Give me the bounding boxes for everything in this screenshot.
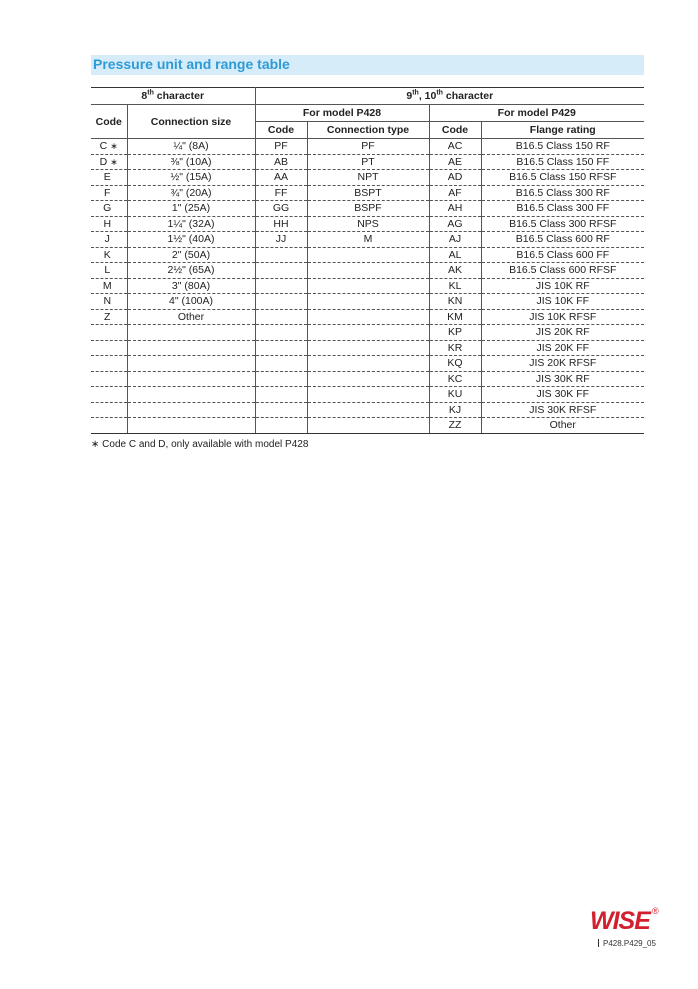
logo-text: WISE <box>590 907 650 934</box>
cell-flange-rating <box>481 371 644 387</box>
cell-p428-code <box>255 263 307 279</box>
cell-connection-type <box>307 170 429 186</box>
cell-p429-code-text: AD <box>447 171 463 184</box>
cell-p429-code-text: KC <box>447 372 463 385</box>
cell-p429-code-text: KJ <box>448 403 462 416</box>
cell-connection-size-text: 1½" (40A) <box>167 233 215 246</box>
cell-connection-type-text: M <box>363 233 373 246</box>
cell-p428-code-text: PF <box>274 140 288 153</box>
cell-connection-size <box>127 294 255 310</box>
cell-connection-size-text: 3" (80A) <box>171 279 211 292</box>
cell-flange-rating-text: JIS 20K RF <box>535 326 590 339</box>
table-row <box>91 247 644 263</box>
cell-connection-type <box>307 232 429 248</box>
cell-code-text: Z <box>104 310 111 323</box>
cell-connection-size <box>127 309 255 325</box>
cell-connection-size <box>127 340 255 356</box>
cell-connection-size <box>127 216 255 232</box>
cell-p429-code-text: AK <box>447 264 462 277</box>
cell-connection-size <box>127 418 255 434</box>
cell-flange-rating-text: JIS 30K RF <box>535 372 590 385</box>
cell-connection-size <box>127 263 255 279</box>
table-row <box>91 201 644 217</box>
cell-connection-type-text: BSPT <box>354 186 382 199</box>
cell-p428-code <box>255 340 307 356</box>
cell-connection-size-text: 2" (50A) <box>171 248 211 261</box>
cell-code <box>91 170 127 186</box>
cell-p428-code <box>255 247 307 263</box>
cell-p429-code <box>429 356 481 372</box>
table-row <box>91 325 644 341</box>
cell-p429-code-text: AJ <box>448 233 462 246</box>
connection-spec-table <box>91 87 644 434</box>
cell-p428-code <box>255 216 307 232</box>
cell-code <box>91 154 127 170</box>
cell-flange-rating-text: JIS 10K RF <box>535 279 590 292</box>
section-title: Pressure unit and range table <box>93 56 290 72</box>
cell-connection-type <box>307 356 429 372</box>
cell-p429-code <box>429 232 481 248</box>
cell-flange-rating <box>481 154 644 170</box>
cell-code <box>91 216 127 232</box>
cell-p428-code <box>255 201 307 217</box>
cell-p428-code <box>255 371 307 387</box>
cell-connection-type-text: BSPF <box>354 202 382 215</box>
cell-connection-size-text: 1" (25A) <box>171 202 211 215</box>
cell-code-text: M <box>102 279 112 292</box>
cell-connection-type <box>307 294 429 310</box>
cell-connection-size <box>127 154 255 170</box>
cell-p428-code <box>255 139 307 155</box>
cell-connection-size <box>127 371 255 387</box>
cell-flange-rating <box>481 247 644 263</box>
table-body <box>91 139 644 434</box>
table-row <box>91 263 644 279</box>
cell-flange-rating <box>481 356 644 372</box>
cell-p428-code <box>255 325 307 341</box>
cell-flange-rating <box>481 139 644 155</box>
cell-connection-size-text: ⅜" (10A) <box>170 155 212 168</box>
header-9th-10th-character: 9th, 10th character <box>255 88 644 105</box>
cell-code-text: H <box>103 217 112 230</box>
table-row <box>91 154 644 170</box>
cell-flange-rating <box>481 263 644 279</box>
cell-p428-code <box>255 232 307 248</box>
cell-flange-rating <box>481 309 644 325</box>
cell-p428-code <box>255 278 307 294</box>
cell-connection-type <box>307 185 429 201</box>
cell-flange-rating-text: B16.5 Class 150 RFSF <box>509 171 617 184</box>
cell-p429-code-text: KM <box>447 310 463 323</box>
section-title-bar <box>91 55 644 75</box>
cell-connection-type <box>307 154 429 170</box>
cell-p429-code <box>429 139 481 155</box>
cell-code <box>91 278 127 294</box>
cell-connection-type <box>307 402 429 418</box>
header-p428-code: Code <box>255 122 307 139</box>
cell-p429-code-text: KL <box>448 279 462 292</box>
cell-code-text: F <box>104 186 111 199</box>
cell-p429-code-text: KU <box>447 388 463 401</box>
table-row <box>91 139 644 155</box>
cell-p429-code <box>429 247 481 263</box>
cell-connection-size <box>127 278 255 294</box>
table-row <box>91 185 644 201</box>
cell-code <box>91 418 127 434</box>
cell-flange-rating-text: Other <box>549 419 576 432</box>
cell-flange-rating <box>481 201 644 217</box>
doc-id-divider <box>598 939 599 947</box>
cell-p428-code-text: GG <box>272 202 290 215</box>
cell-code <box>91 340 127 356</box>
cell-code <box>91 247 127 263</box>
cell-connection-type-text: PT <box>361 155 375 168</box>
cell-p429-code-text: AE <box>447 155 462 168</box>
cell-code-text: C <box>99 140 108 153</box>
cell-p429-code <box>429 216 481 232</box>
cell-p429-code <box>429 387 481 403</box>
footnote-marker: ∗ <box>110 156 118 167</box>
cell-code <box>91 309 127 325</box>
cell-flange-rating-text: B16.5 Class 600 RF <box>515 233 610 246</box>
cell-flange-rating <box>481 387 644 403</box>
footnote: ∗ Code C and D, only available with model P428 <box>91 439 309 450</box>
cell-code <box>91 263 127 279</box>
cell-connection-size-text: 2½" (65A) <box>167 264 215 277</box>
cell-connection-size-text: 1¼" (32A) <box>167 217 215 230</box>
cell-p428-code <box>255 294 307 310</box>
cell-flange-rating <box>481 185 644 201</box>
cell-p429-code-text: KN <box>447 295 463 308</box>
cell-connection-size-text: ¾" (20A) <box>170 186 212 199</box>
table-row <box>91 356 644 372</box>
table-row <box>91 232 644 248</box>
cell-connection-type-text: PF <box>361 140 375 153</box>
table-row <box>91 418 644 434</box>
cell-flange-rating-text: B16.5 Class 300 FF <box>516 202 610 215</box>
cell-flange-rating <box>481 418 644 434</box>
cell-connection-type <box>307 201 429 217</box>
cell-p428-code <box>255 185 307 201</box>
cell-p429-code <box>429 340 481 356</box>
cell-flange-rating-text: B16.5 Class 300 RF <box>515 186 610 199</box>
cell-p428-code-text: JJ <box>275 233 287 246</box>
footnote-marker: ∗ <box>110 141 118 152</box>
cell-p429-code <box>429 201 481 217</box>
cell-connection-size <box>127 170 255 186</box>
header-flange-rating: Flange rating <box>481 122 644 139</box>
cell-connection-size <box>127 185 255 201</box>
cell-p428-code <box>255 154 307 170</box>
cell-p429-code <box>429 371 481 387</box>
cell-p428-code-text: FF <box>274 186 288 199</box>
table-row <box>91 340 644 356</box>
document-id <box>598 939 656 948</box>
cell-flange-rating <box>481 340 644 356</box>
cell-connection-type <box>307 263 429 279</box>
cell-flange-rating-text: JIS 20K RFSF <box>529 357 597 370</box>
cell-code-text: D <box>99 155 108 168</box>
cell-flange-rating-text: B16.5 Class 600 RFSF <box>509 264 617 277</box>
cell-code <box>91 185 127 201</box>
cell-flange-rating-text: JIS 20K FF <box>536 341 590 354</box>
cell-p428-code <box>255 402 307 418</box>
header-model-p428: For model P428 <box>255 105 429 122</box>
cell-connection-size <box>127 201 255 217</box>
table-row <box>91 278 644 294</box>
cell-flange-rating-text: B16.5 Class 600 FF <box>516 248 610 261</box>
cell-p428-code <box>255 418 307 434</box>
table-row <box>91 309 644 325</box>
cell-connection-type <box>307 216 429 232</box>
wise-logo-icon <box>590 904 662 934</box>
cell-code <box>91 387 127 403</box>
logo-registered-mark: ® <box>652 906 659 916</box>
cell-p429-code-text: AF <box>448 186 462 199</box>
cell-p428-code-text: AA <box>273 171 288 184</box>
document-id-text: P428.P429_05 <box>603 939 656 948</box>
cell-code <box>91 325 127 341</box>
cell-p429-code <box>429 278 481 294</box>
cell-p429-code-text: ZZ <box>448 419 462 432</box>
wise-logo <box>590 904 662 934</box>
table-row <box>91 294 644 310</box>
cell-connection-size-text: Other <box>177 310 205 323</box>
cell-connection-size-text: ¼" (8A) <box>173 140 209 153</box>
cell-p429-code-text: AG <box>447 217 463 230</box>
cell-p429-code-text: KP <box>447 326 462 339</box>
cell-p428-code-text: HH <box>273 217 289 230</box>
cell-connection-type <box>307 387 429 403</box>
cell-code <box>91 232 127 248</box>
cell-connection-size <box>127 387 255 403</box>
cell-connection-type <box>307 309 429 325</box>
cell-p428-code <box>255 356 307 372</box>
cell-flange-rating-text: B16.5 Class 150 FF <box>516 155 610 168</box>
cell-code <box>91 201 127 217</box>
cell-flange-rating <box>481 170 644 186</box>
cell-flange-rating-text: B16.5 Class 150 RF <box>515 140 610 153</box>
cell-p429-code <box>429 154 481 170</box>
cell-flange-rating-text: JIS 30K FF <box>536 388 590 401</box>
cell-connection-size <box>127 325 255 341</box>
cell-p429-code <box>429 309 481 325</box>
cell-p429-code <box>429 294 481 310</box>
cell-code-text: J <box>104 233 110 246</box>
cell-p429-code <box>429 325 481 341</box>
cell-code-text: E <box>103 171 111 184</box>
cell-code <box>91 371 127 387</box>
cell-flange-rating <box>481 216 644 232</box>
cell-code <box>91 294 127 310</box>
cell-connection-type <box>307 139 429 155</box>
cell-connection-size <box>127 247 255 263</box>
cell-connection-type <box>307 418 429 434</box>
cell-connection-type-text: NPT <box>357 171 379 184</box>
cell-p429-code <box>429 170 481 186</box>
cell-p429-code-text: KQ <box>447 357 463 370</box>
cell-code-text: G <box>103 202 112 215</box>
cell-connection-type-text: NPS <box>357 217 379 230</box>
cell-flange-rating <box>481 325 644 341</box>
cell-p428-code-text: AB <box>273 155 288 168</box>
cell-p429-code-text: KR <box>447 341 463 354</box>
header-model-p429: For model P429 <box>429 105 644 122</box>
cell-p428-code <box>255 170 307 186</box>
cell-flange-rating <box>481 402 644 418</box>
cell-p429-code <box>429 263 481 279</box>
cell-p429-code <box>429 418 481 434</box>
cell-code-text: K <box>103 248 111 261</box>
header-8th-character: 8th character <box>91 88 255 105</box>
cell-p428-code <box>255 309 307 325</box>
cell-p429-code-text: AC <box>447 140 463 153</box>
cell-p429-code-text: AL <box>448 248 462 261</box>
cell-connection-size <box>127 402 255 418</box>
cell-connection-type <box>307 278 429 294</box>
cell-p428-code <box>255 387 307 403</box>
table-row <box>91 170 644 186</box>
table-row <box>91 371 644 387</box>
cell-flange-rating-text: JIS 10K RFSF <box>529 310 597 323</box>
header-connection-size: Connection size <box>127 105 255 139</box>
cell-code-text: N <box>103 295 112 308</box>
table-row <box>91 387 644 403</box>
table-row <box>91 402 644 418</box>
cell-code <box>91 139 127 155</box>
cell-connection-size-text: 4" (100A) <box>169 295 213 308</box>
cell-p429-code <box>429 402 481 418</box>
cell-connection-type <box>307 371 429 387</box>
cell-flange-rating-text: JIS 10K FF <box>536 295 590 308</box>
header-connection-type: Connection type <box>307 122 429 139</box>
cell-p429-code-text: AH <box>447 202 463 215</box>
cell-code <box>91 356 127 372</box>
cell-connection-size <box>127 356 255 372</box>
cell-connection-type <box>307 247 429 263</box>
cell-flange-rating-text: JIS 30K RFSF <box>529 403 597 416</box>
cell-flange-rating <box>481 232 644 248</box>
cell-connection-type <box>307 340 429 356</box>
cell-flange-rating <box>481 278 644 294</box>
cell-flange-rating-text: B16.5 Class 300 RFSF <box>509 217 617 230</box>
table-row <box>91 216 644 232</box>
cell-connection-size-text: ½" (15A) <box>170 171 212 184</box>
cell-code-text: L <box>104 264 111 277</box>
cell-p429-code <box>429 185 481 201</box>
cell-connection-size <box>127 139 255 155</box>
cell-connection-type <box>307 325 429 341</box>
header-code: Code <box>91 105 127 139</box>
cell-flange-rating <box>481 294 644 310</box>
header-p429-code: Code <box>429 122 481 139</box>
cell-code <box>91 402 127 418</box>
cell-connection-size <box>127 232 255 248</box>
